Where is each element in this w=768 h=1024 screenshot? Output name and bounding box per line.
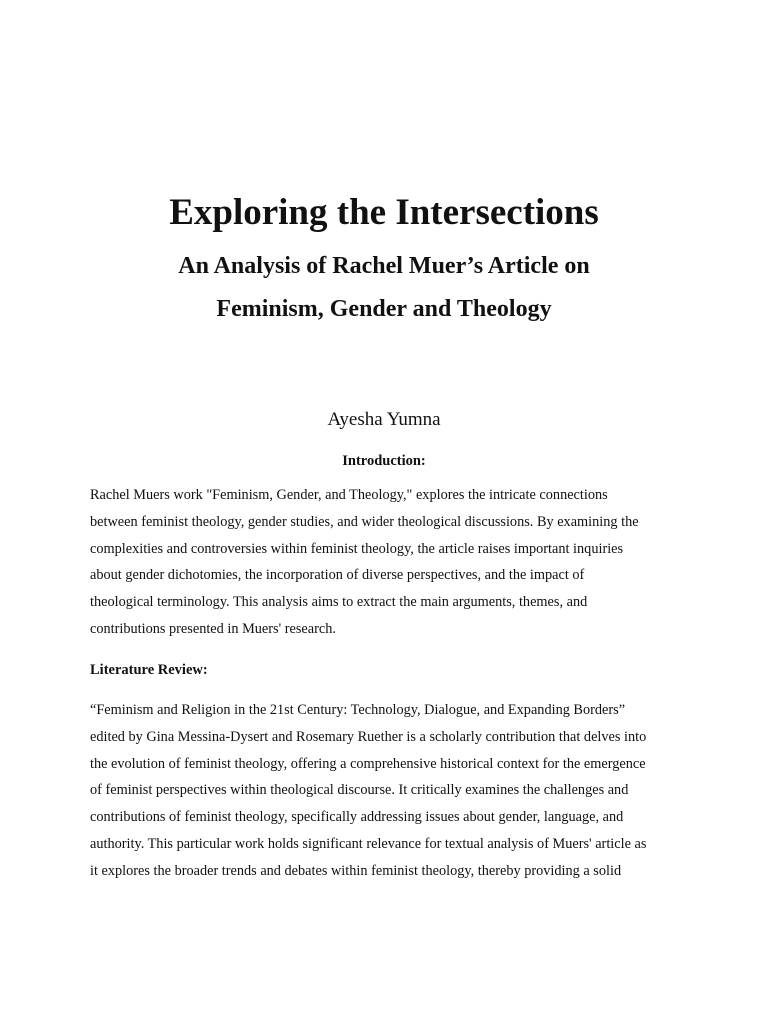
document-title: Exploring the Intersections	[169, 192, 599, 233]
introduction-paragraph	[90, 482, 690, 643]
paragraph-line: Rachel Muers work "Feminism, Gender, and Theology," explores the intricate connections	[90, 487, 608, 503]
paragraph-line: contributions presented in Muers' research.	[90, 620, 336, 637]
author-name: Ayesha Yumna	[327, 409, 441, 430]
paragraph-line: “Feminism and Religion in the 21st Century: Technology, Dialogue, and Expanding Borders”	[90, 702, 626, 718]
paragraph-line: the evolution of feminist theology, offering a comprehensive historical context for the emergence	[90, 755, 646, 772]
literature-review-paragraph	[90, 697, 690, 885]
paragraph-line: of feminist perspectives within theological discourse. It critically examines the challenges and	[90, 782, 629, 799]
document-subtitle-line-1: An Analysis of Rachel Muer’s Article on	[178, 253, 590, 279]
section-heading-introduction: Introduction:	[342, 453, 426, 469]
paragraph-line: about gender dichotomies, the incorporation of diverse perspectives, and the impact of	[90, 567, 585, 584]
paragraph-line: complexities and controversies within feminist theology, the article raises important inquiries	[90, 540, 624, 557]
paragraph-line: between feminist theology, gender studies, and wider theological discussions. By examining the	[90, 513, 639, 530]
paragraph-line: edited by Gina Messina-Dysert and Rosemary Ruether is a scholarly contribution that delves into	[90, 728, 647, 745]
paragraph-line: authority. This particular work holds significant relevance for textual analysis of Muers' article as	[90, 835, 647, 852]
paragraph-line: it explores the broader trends and debates within feminist theology, thereby providing a solid	[90, 862, 622, 879]
paragraph-line: theological terminology. This analysis aims to extract the main arguments, themes, and	[90, 594, 588, 611]
section-heading-literature-review: Literature Review:	[90, 662, 208, 678]
paragraph-line: contributions of feminist theology, specifically addressing issues about gender, language, and	[90, 809, 624, 826]
document-subtitle-line-2: Feminism, Gender and Theology	[216, 296, 552, 322]
